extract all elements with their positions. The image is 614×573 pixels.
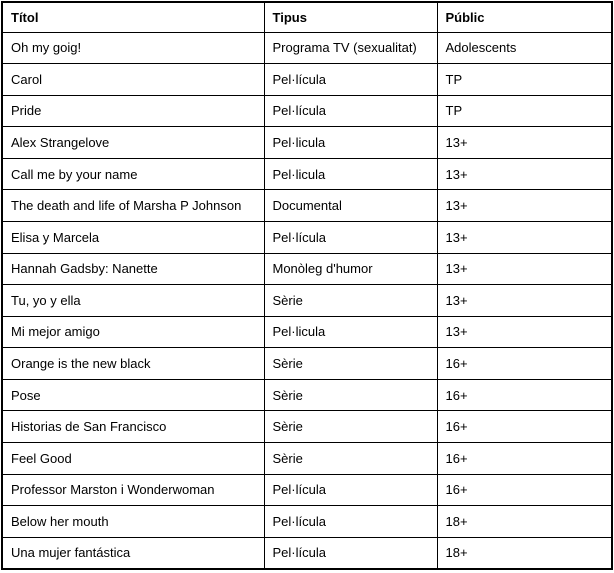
- table-row: [2, 506, 612, 538]
- cell-tipus: Pel·licula: [264, 316, 437, 348]
- cell-titol: Tu, yo y ella: [2, 285, 264, 317]
- column-header-public: Públic: [437, 2, 612, 32]
- cell-titol: Hannah Gadsby: Nanette: [2, 253, 264, 285]
- cell-titol: Below her mouth: [2, 506, 264, 538]
- cell-public: 13+: [437, 316, 612, 348]
- table-row: [2, 64, 612, 96]
- cell-tipus: Pel·lícula: [264, 537, 437, 569]
- cell-public: TP: [437, 95, 612, 127]
- cell-tipus: Programa TV (sexualitat): [264, 32, 437, 64]
- cell-titol: Orange is the new black: [2, 348, 264, 380]
- header-row: [2, 2, 612, 32]
- cell-titol: Professor Marston i Wonderwoman: [2, 474, 264, 506]
- cell-public: 16+: [437, 411, 612, 443]
- cell-public: 16+: [437, 443, 612, 475]
- table-row: [2, 411, 612, 443]
- cell-tipus: Pel·lícula: [264, 506, 437, 538]
- cell-titol: Oh my goig!: [2, 32, 264, 64]
- table-row: [2, 95, 612, 127]
- cell-tipus: Pel·lícula: [264, 64, 437, 96]
- cell-titol: Historias de San Francisco: [2, 411, 264, 443]
- cell-tipus: Pel·lícula: [264, 95, 437, 127]
- cell-titol: Carol: [2, 64, 264, 96]
- cell-tipus: Sèrie: [264, 348, 437, 380]
- table-row: [2, 285, 612, 317]
- cell-tipus: Pel·lícula: [264, 221, 437, 253]
- cell-tipus: Pel·licula: [264, 127, 437, 159]
- cell-tipus: Sèrie: [264, 285, 437, 317]
- cell-public: 13+: [437, 221, 612, 253]
- cell-public: 13+: [437, 158, 612, 190]
- table-row: [2, 32, 612, 64]
- cell-public: 18+: [437, 537, 612, 569]
- cell-tipus: Documental: [264, 190, 437, 222]
- cell-titol: Pose: [2, 379, 264, 411]
- cell-tipus: Pel·licula: [264, 158, 437, 190]
- cell-public: 18+: [437, 506, 612, 538]
- table-row: [2, 537, 612, 569]
- cell-titol: Call me by your name: [2, 158, 264, 190]
- cell-titol: Mi mejor amigo: [2, 316, 264, 348]
- cell-tipus: Sèrie: [264, 379, 437, 411]
- cell-titol: Pride: [2, 95, 264, 127]
- cell-tipus: Sèrie: [264, 411, 437, 443]
- cell-public: 16+: [437, 348, 612, 380]
- table-row: [2, 158, 612, 190]
- table-row: [2, 316, 612, 348]
- cell-titol: The death and life of Marsha P Johnson: [2, 190, 264, 222]
- cell-tipus: Pel·lícula: [264, 474, 437, 506]
- cell-public: Adolescents: [437, 32, 612, 64]
- table-row: [2, 474, 612, 506]
- table-row: [2, 127, 612, 159]
- cell-titol: Feel Good: [2, 443, 264, 475]
- column-header-titol: Títol: [2, 2, 264, 32]
- table-body: [2, 32, 612, 569]
- table-row: [2, 190, 612, 222]
- table-row: [2, 221, 612, 253]
- cell-titol: Una mujer fantástica: [2, 537, 264, 569]
- media-ratings-table: [1, 1, 613, 570]
- cell-tipus: Sèrie: [264, 443, 437, 475]
- cell-public: 13+: [437, 285, 612, 317]
- cell-public: TP: [437, 64, 612, 96]
- cell-tipus: Monòleg d'humor: [264, 253, 437, 285]
- cell-public: 16+: [437, 379, 612, 411]
- cell-public: 16+: [437, 474, 612, 506]
- cell-public: 13+: [437, 127, 612, 159]
- cell-public: 13+: [437, 190, 612, 222]
- column-header-tipus: Tipus: [264, 2, 437, 32]
- table-row: [2, 348, 612, 380]
- cell-titol: Elisa y Marcela: [2, 221, 264, 253]
- table-row: [2, 379, 612, 411]
- cell-public: 13+: [437, 253, 612, 285]
- table-row: [2, 253, 612, 285]
- cell-titol: Alex Strangelove: [2, 127, 264, 159]
- table-row: [2, 443, 612, 475]
